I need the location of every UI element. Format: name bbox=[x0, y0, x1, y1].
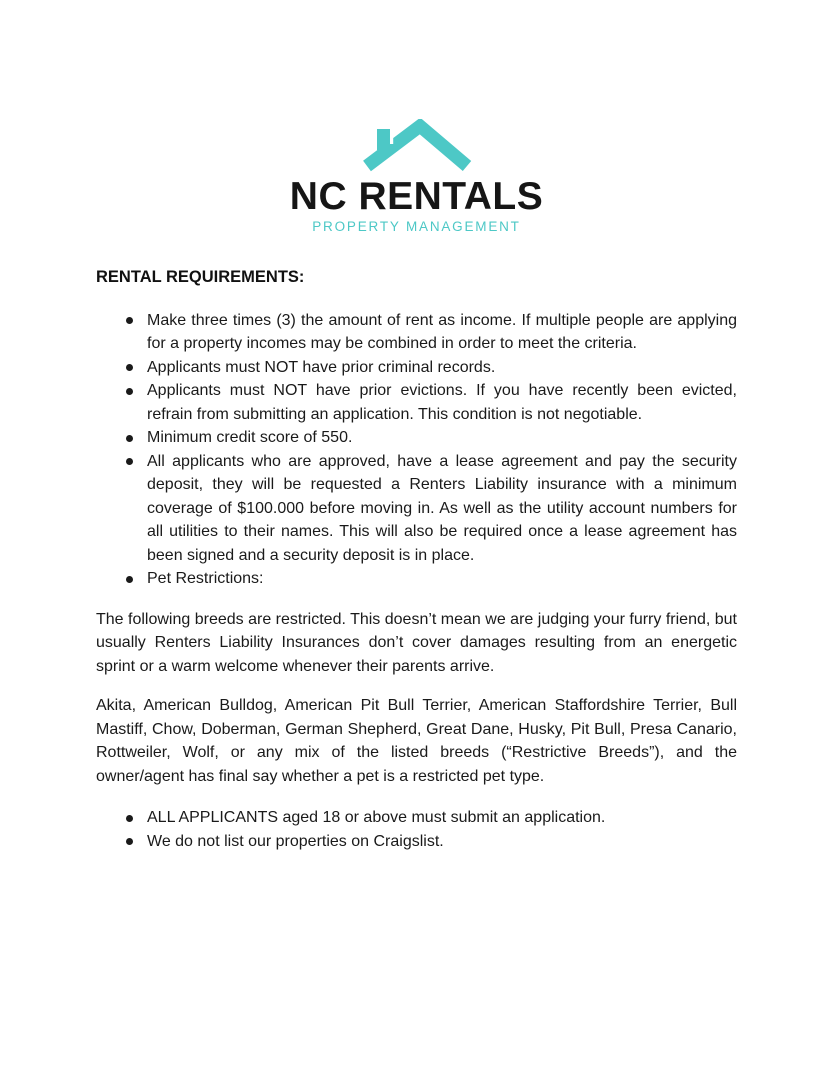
logo-subtitle: PROPERTY MANAGEMENT bbox=[312, 219, 521, 234]
restricted-breeds-paragraph: Akita, American Bulldog, American Pit Bull Terrier, American Staffordshire Terrier, Bull Mastiff, Chow, Doberman, German Shepherd, Great Dane, Husky, Pit Bull, Presa Canario, Rottweiler, Wolf, or any mix of the listed breeds (“Restrictive Breeds”), and the owner/agent has final say whether a pet is a restricted pet type. bbox=[96, 697, 737, 785]
list-item: We do not list our properties on Craigslist. bbox=[96, 830, 737, 854]
list-item: Applicants must NOT have prior evictions. If you have recently been evicted, refrain from submitting an application. This condition is not negotiable. bbox=[96, 379, 737, 426]
list-item: ALL APPLICANTS aged 18 or above must submit an application. bbox=[96, 806, 737, 830]
list-item: All applicants who are approved, have a lease agreement and pay the security deposit, they will be requested a Renters Liability insurance with a minimum coverage of $100.000 before moving in. As well as the utility account numbers for all utilities to their names. This will also be required once a lease agreement has been signed and a security deposit is in place. bbox=[96, 450, 737, 568]
page-title: RENTAL REQUIREMENTS: bbox=[96, 268, 305, 286]
house-roof-chimney-icon bbox=[360, 119, 474, 173]
list-item: Minimum credit score of 550. bbox=[96, 426, 737, 450]
chimney-gap bbox=[390, 126, 393, 144]
pet-restrictions-intro-paragraph: The following breeds are restricted. This doesn’t mean we are judging your furry friend, but usually Renters Liability Insurances don’t cover damages resulting from an energetic sprint or a warm welcome whenever their parents arrive. bbox=[96, 610, 737, 675]
logo-title: NC RENTALS bbox=[289, 175, 544, 218]
chimney-shape bbox=[377, 129, 390, 150]
application-notes-list bbox=[96, 806, 737, 853]
rental-requirements-list bbox=[96, 309, 737, 591]
list-item: Pet Restrictions: bbox=[96, 567, 737, 591]
company-logo bbox=[96, 0, 737, 234]
list-item: Applicants must NOT have prior criminal records. bbox=[96, 356, 737, 380]
list-item: Make three times (3) the amount of rent as income. If multiple people are applying for a property incomes may be combined in order to meet the criteria. bbox=[96, 309, 737, 356]
